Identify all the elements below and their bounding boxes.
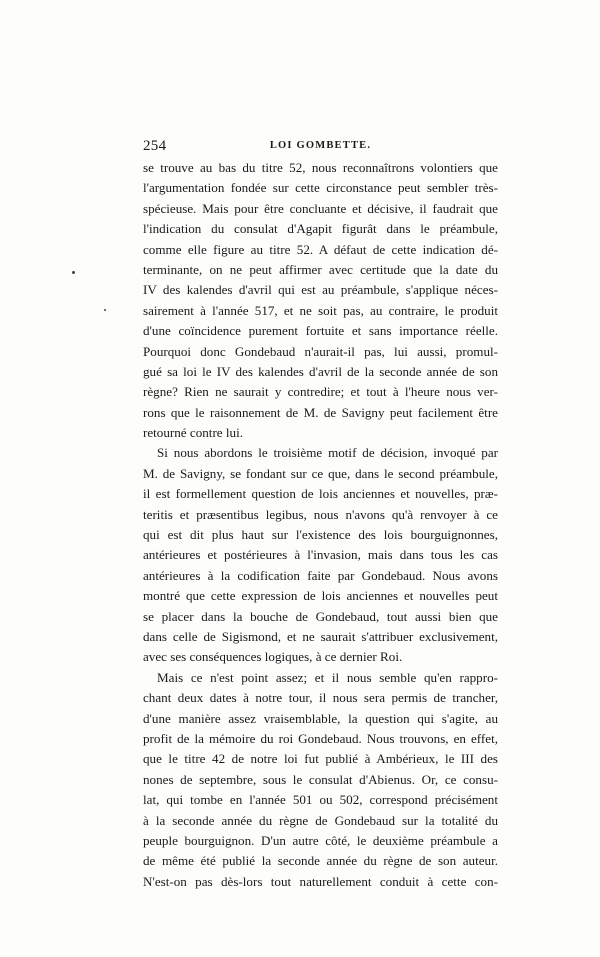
text-line: dans celle de Sigismond, et ne saurait s'attribuer exclusivement, (143, 628, 498, 644)
text-line: d'une manière assez vraisemblable, la question qui s'agite, au (143, 710, 498, 726)
text-line: teritis et præsentibus legibus, nous n'avons qu'à renvoyer à ce (143, 506, 498, 522)
page-header (143, 138, 498, 160)
text-line: à la seconde année du règne de Gondebaud sur la totalité du (143, 812, 498, 828)
text-line: N'est-on pas dès-lors tout naturellement conduit à cette con- (143, 873, 498, 889)
text-line: que le titre 42 de notre loi fut publié à Ambérieux, le III des (143, 751, 498, 767)
text-line: Mais ce n'est point assez; et il nous semble qu'en rappro- (157, 669, 498, 685)
text-line: nones de septembre, sous le consulat d'Abienus. Or, ce consu- (143, 771, 498, 787)
text-line: avec ses conséquences logiques, à ce dernier Roi. (143, 649, 403, 665)
text-line: Pourquoi donc Gondebaud n'aurait-il pas, lui aussi, promul- (143, 343, 498, 359)
text-line: M. de Savigny, se fondant sur ce que, dans le second préambule, (143, 465, 498, 481)
text-line: Si nous abordons le troisième motif de décision, invoqué par (157, 445, 498, 461)
text-line: d'une coïncidence purement fortuite et sans importance réelle. (143, 323, 498, 339)
text-line: de même été publié la seconde année du règne de son auteur. (143, 853, 498, 869)
text-line: l'argumentation fondée sur cette circonstance peut sembler très- (143, 180, 498, 196)
body-text (143, 158, 498, 892)
text-line: peuple bourguignon. D'un autre côté, le deuxième préambule a (143, 832, 498, 848)
text-line: spécieuse. Mais pour être concluante et décisive, il faudrait que (143, 200, 498, 216)
text-line: terminante, on ne peut affirmer avec certitude que la date du (143, 261, 498, 277)
text-line: qui est dit plus haut sur l'existence des lois bourguignonnes, (143, 527, 498, 543)
text-line: comme elle figure au titre 52. A défaut de cette indication dé- (143, 241, 498, 257)
text-line: profit de la mémoire du roi Gondebaud. Nous trouvons, en effet, (143, 730, 498, 746)
text-line: antérieures et postérieures à l'invasion, mais dans tous les cas (143, 547, 498, 563)
page-speck (72, 271, 75, 274)
text-line: sairement à l'année 517, et ne soit pas, au contraire, le produit (143, 302, 498, 318)
text-line: chant deux dates à notre tour, il nous sera permis de trancher, (143, 690, 498, 706)
text-line: retourné contre lui. (143, 425, 243, 441)
page-number: 254 (143, 138, 167, 154)
text-line: règne? Rien ne saurait y contredire; et tout à l'heure nous ver- (143, 384, 498, 400)
text-line: rons que le raisonnement de M. de Savigny peut facilement être (143, 404, 498, 420)
text-line: il est formellement question de lois anciennes et nouvelles, præ- (143, 486, 498, 502)
text-line: l'indication du consulat d'Agapit figurât dans le préambule, (143, 221, 498, 237)
text-line: se trouve au bas du titre 52, nous reconnaîtrons volontiers que (143, 160, 498, 175)
text-line: lat, qui tombe en l'année 501 ou 502, correspond précisément (143, 792, 498, 808)
text-line: IV des kalendes d'avril qui est au préambule, s'applique néces- (143, 282, 498, 298)
running-title: LOI GOMBETTE. (269, 140, 372, 151)
page-speck (104, 309, 106, 311)
text-line: montré que cette expression de lois anciennes et nouvelles peut (143, 588, 498, 604)
text-line: antérieures à la codification faite par Gondebaud. Nous avons (143, 567, 498, 583)
text-line: gué sa loi le IV des kalendes d'avril de la seconde année de son (143, 363, 498, 379)
text-line: se placer dans la bouche de Gondebaud, tout aussi bien que (143, 608, 498, 624)
